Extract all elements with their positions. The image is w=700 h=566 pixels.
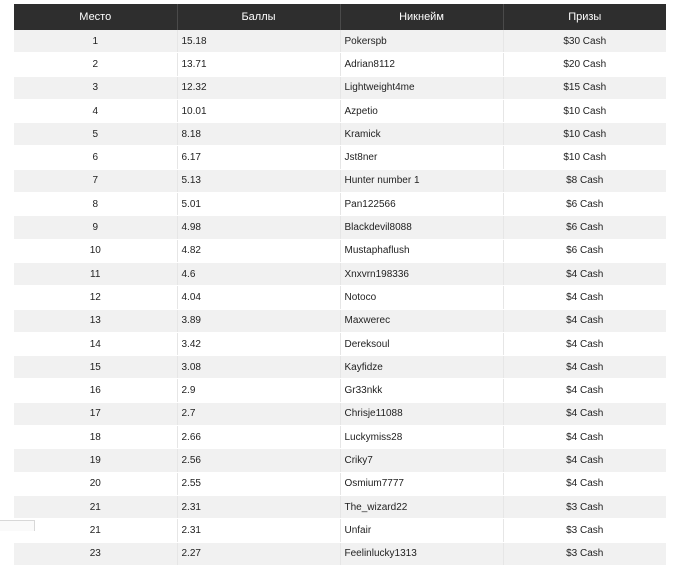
cell-prize: $20 Cash bbox=[503, 53, 666, 76]
table-row bbox=[14, 169, 666, 192]
leaderboard-table bbox=[14, 4, 666, 566]
column-header-place[interactable]: Место bbox=[14, 4, 177, 30]
cell-points: 6.17 bbox=[177, 146, 340, 169]
cell-points: 2.31 bbox=[177, 519, 340, 542]
cell-nickname: Chrisje11088 bbox=[340, 402, 503, 425]
cell-prize: $4 Cash bbox=[503, 402, 666, 425]
cell-nickname: Blackdevil8088 bbox=[340, 216, 503, 239]
cell-place: 7 bbox=[14, 169, 177, 192]
cell-prize: $3 Cash bbox=[503, 542, 666, 565]
table-row bbox=[14, 193, 666, 216]
table-row bbox=[14, 76, 666, 99]
cell-place: 1 bbox=[14, 30, 177, 53]
table-row bbox=[14, 542, 666, 565]
cell-points: 2.66 bbox=[177, 426, 340, 449]
table-row bbox=[14, 239, 666, 262]
cell-prize: $4 Cash bbox=[503, 286, 666, 309]
cell-nickname: Unfair bbox=[340, 519, 503, 542]
cell-points: 2.56 bbox=[177, 449, 340, 472]
cell-prize: $6 Cash bbox=[503, 193, 666, 216]
cell-nickname: Dereksoul bbox=[340, 332, 503, 355]
table-row bbox=[14, 472, 666, 495]
column-header-prizes[interactable]: Призы bbox=[503, 4, 666, 30]
cell-place: 4 bbox=[14, 99, 177, 122]
cell-points: 2.27 bbox=[177, 542, 340, 565]
page-corner-divider bbox=[0, 520, 35, 531]
cell-place: 17 bbox=[14, 402, 177, 425]
cell-place: 23 bbox=[14, 542, 177, 565]
cell-prize: $3 Cash bbox=[503, 519, 666, 542]
table-row bbox=[14, 519, 666, 542]
cell-prize: $4 Cash bbox=[503, 426, 666, 449]
table-row bbox=[14, 216, 666, 239]
cell-place: 13 bbox=[14, 309, 177, 332]
cell-place: 12 bbox=[14, 286, 177, 309]
cell-points: 4.98 bbox=[177, 216, 340, 239]
cell-nickname: The_wizard22 bbox=[340, 495, 503, 518]
cell-nickname: Lightweight4me bbox=[340, 76, 503, 99]
cell-nickname: Notoco bbox=[340, 286, 503, 309]
cell-place: 10 bbox=[14, 239, 177, 262]
table-row bbox=[14, 262, 666, 285]
cell-nickname: Gr33nkk bbox=[340, 379, 503, 402]
cell-nickname: Luckymiss28 bbox=[340, 426, 503, 449]
cell-prize: $30 Cash bbox=[503, 30, 666, 53]
cell-points: 15.18 bbox=[177, 30, 340, 53]
cell-place: 21 bbox=[14, 519, 177, 542]
cell-prize: $10 Cash bbox=[503, 99, 666, 122]
cell-prize: $3 Cash bbox=[503, 495, 666, 518]
cell-place: 6 bbox=[14, 146, 177, 169]
cell-nickname: Hunter number 1 bbox=[340, 169, 503, 192]
table-body bbox=[14, 30, 666, 565]
cell-points: 2.9 bbox=[177, 379, 340, 402]
cell-points: 2.55 bbox=[177, 472, 340, 495]
cell-nickname: Pokerspb bbox=[340, 30, 503, 53]
table-row bbox=[14, 449, 666, 472]
cell-prize: $4 Cash bbox=[503, 309, 666, 332]
cell-prize: $4 Cash bbox=[503, 449, 666, 472]
cell-prize: $4 Cash bbox=[503, 379, 666, 402]
table-row bbox=[14, 356, 666, 379]
table-row bbox=[14, 426, 666, 449]
table-row bbox=[14, 146, 666, 169]
cell-points: 5.13 bbox=[177, 169, 340, 192]
cell-nickname: Criky7 bbox=[340, 449, 503, 472]
table-row bbox=[14, 332, 666, 355]
cell-place: 21 bbox=[14, 495, 177, 518]
cell-points: 10.01 bbox=[177, 99, 340, 122]
cell-points: 13.71 bbox=[177, 53, 340, 76]
cell-prize: $4 Cash bbox=[503, 332, 666, 355]
cell-nickname: Maxwerec bbox=[340, 309, 503, 332]
cell-nickname: Adrian8112 bbox=[340, 53, 503, 76]
column-header-points[interactable]: Баллы bbox=[177, 4, 340, 30]
header-row bbox=[14, 4, 666, 30]
cell-points: 4.82 bbox=[177, 239, 340, 262]
cell-prize: $15 Cash bbox=[503, 76, 666, 99]
cell-nickname: Kayfidze bbox=[340, 356, 503, 379]
cell-place: 16 bbox=[14, 379, 177, 402]
cell-place: 9 bbox=[14, 216, 177, 239]
cell-points: 3.42 bbox=[177, 332, 340, 355]
cell-place: 15 bbox=[14, 356, 177, 379]
cell-nickname: Osmium7777 bbox=[340, 472, 503, 495]
cell-place: 8 bbox=[14, 193, 177, 216]
column-header-nickname[interactable]: Никнейм bbox=[340, 4, 503, 30]
table-row bbox=[14, 402, 666, 425]
cell-prize: $4 Cash bbox=[503, 472, 666, 495]
cell-points: 3.89 bbox=[177, 309, 340, 332]
table-row bbox=[14, 30, 666, 53]
cell-points: 4.04 bbox=[177, 286, 340, 309]
cell-nickname: Jst8ner bbox=[340, 146, 503, 169]
cell-prize: $6 Cash bbox=[503, 216, 666, 239]
cell-place: 5 bbox=[14, 123, 177, 146]
cell-points: 2.31 bbox=[177, 495, 340, 518]
cell-place: 20 bbox=[14, 472, 177, 495]
cell-points: 12.32 bbox=[177, 76, 340, 99]
table-row bbox=[14, 53, 666, 76]
cell-points: 3.08 bbox=[177, 356, 340, 379]
cell-place: 2 bbox=[14, 53, 177, 76]
cell-nickname: Feelinlucky1313 bbox=[340, 542, 503, 565]
cell-prize: $8 Cash bbox=[503, 169, 666, 192]
table-row bbox=[14, 99, 666, 122]
cell-place: 14 bbox=[14, 332, 177, 355]
cell-nickname: Pan122566 bbox=[340, 193, 503, 216]
leaderboard-container bbox=[14, 4, 666, 560]
cell-place: 19 bbox=[14, 449, 177, 472]
table-row bbox=[14, 495, 666, 518]
cell-place: 18 bbox=[14, 426, 177, 449]
cell-prize: $6 Cash bbox=[503, 239, 666, 262]
cell-place: 11 bbox=[14, 262, 177, 285]
table-row bbox=[14, 123, 666, 146]
cell-prize: $4 Cash bbox=[503, 356, 666, 379]
cell-nickname: Kramick bbox=[340, 123, 503, 146]
cell-prize: $10 Cash bbox=[503, 123, 666, 146]
cell-nickname: Azpetio bbox=[340, 99, 503, 122]
cell-nickname: Mustaphaflush bbox=[340, 239, 503, 262]
cell-points: 5.01 bbox=[177, 193, 340, 216]
table-header bbox=[14, 4, 666, 30]
cell-place: 3 bbox=[14, 76, 177, 99]
table-row bbox=[14, 379, 666, 402]
table-row bbox=[14, 309, 666, 332]
cell-nickname: Xnxvrn198336 bbox=[340, 262, 503, 285]
cell-prize: $4 Cash bbox=[503, 262, 666, 285]
cell-points: 8.18 bbox=[177, 123, 340, 146]
table-row bbox=[14, 286, 666, 309]
cell-points: 2.7 bbox=[177, 402, 340, 425]
cell-points: 4.6 bbox=[177, 262, 340, 285]
cell-prize: $10 Cash bbox=[503, 146, 666, 169]
